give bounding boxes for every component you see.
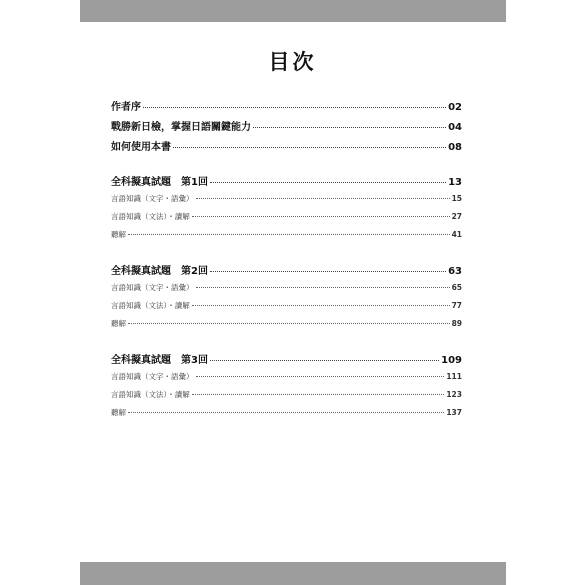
toc-item-label: 言語知識（文法）・讀解 xyxy=(111,390,190,399)
toc-item-label: 言語知識（文字・語彙） xyxy=(111,194,194,203)
toc-item-page: 111 xyxy=(446,372,462,381)
toc-entry-how-to-use[interactable] xyxy=(111,138,462,153)
toc-item-page: 137 xyxy=(446,408,462,417)
toc-section-page: 63 xyxy=(448,266,462,277)
toc-item-label: 聽解 xyxy=(111,319,126,328)
toc-item-label: 言語知識（文字・語彙） xyxy=(111,283,194,292)
page-title: 目次 xyxy=(268,49,317,74)
toc-section-2-title[interactable] xyxy=(111,262,462,277)
toc-entry-preface[interactable] xyxy=(111,98,462,113)
dot-leader xyxy=(196,376,445,377)
dot-leader xyxy=(196,198,450,199)
toc-item-listening[interactable] xyxy=(111,229,462,240)
dot-leader xyxy=(192,216,450,217)
toc-item-label: 言語知識（文法）・讀解 xyxy=(111,212,190,221)
dot-leader xyxy=(253,127,446,128)
toc-item-label: 聽解 xyxy=(111,230,126,239)
toc-item-listening[interactable] xyxy=(111,318,462,329)
toc-item-grammar-reading[interactable] xyxy=(111,389,462,400)
toc-section-3-title[interactable] xyxy=(111,351,462,366)
dot-leader xyxy=(128,234,450,235)
toc-item-page: 41 xyxy=(451,230,462,239)
toc-section-page: 13 xyxy=(448,177,462,188)
toc-item-listening[interactable] xyxy=(111,407,462,418)
dot-leader xyxy=(173,147,446,148)
toc-entry-label: 戰勝新日檢，掌握日語關鍵能力 xyxy=(111,122,251,133)
toc-item-vocabulary[interactable] xyxy=(111,193,462,204)
toc-item-grammar-reading[interactable] xyxy=(111,300,462,311)
toc-item-vocabulary[interactable] xyxy=(111,371,462,382)
dot-leader xyxy=(210,271,446,272)
toc-section-page: 109 xyxy=(441,355,462,366)
top-gray-band xyxy=(80,0,506,22)
toc-item-page: 65 xyxy=(451,283,462,292)
dot-leader xyxy=(143,107,446,108)
toc-item-page: 15 xyxy=(451,194,462,203)
toc-section-label: 全科擬真試題 第3回 xyxy=(111,355,208,366)
dot-leader xyxy=(210,360,439,361)
toc-section-1-title[interactable] xyxy=(111,173,462,188)
toc-item-grammar-reading[interactable] xyxy=(111,211,462,222)
toc-item-page: 89 xyxy=(451,319,462,328)
toc-item-page: 77 xyxy=(451,301,462,310)
toc-item-page: 123 xyxy=(446,390,462,399)
toc-section-label: 全科擬真試題 第2回 xyxy=(111,266,208,277)
bottom-gray-band xyxy=(80,562,506,585)
toc-item-label: 聽解 xyxy=(111,408,126,417)
toc-item-label: 言語知識（文法）・讀解 xyxy=(111,301,190,310)
dot-leader xyxy=(192,305,450,306)
toc-entry-label: 如何使用本書 xyxy=(111,142,171,153)
dot-leader xyxy=(128,412,444,413)
dot-leader xyxy=(196,287,450,288)
toc-entry-page: 02 xyxy=(448,102,462,113)
toc-entry-exam-intro[interactable] xyxy=(111,118,462,133)
dot-leader xyxy=(210,182,446,183)
toc-item-label: 言語知識（文字・語彙） xyxy=(111,372,194,381)
toc-item-page: 27 xyxy=(451,212,462,221)
toc-section-label: 全科擬真試題 第1回 xyxy=(111,177,208,188)
toc-entry-page: 04 xyxy=(448,122,462,133)
toc-entry-label: 作者序 xyxy=(111,102,141,113)
dot-leader xyxy=(192,394,445,395)
toc-item-vocabulary[interactable] xyxy=(111,282,462,293)
dot-leader xyxy=(128,323,450,324)
toc-entry-page: 08 xyxy=(448,142,462,153)
